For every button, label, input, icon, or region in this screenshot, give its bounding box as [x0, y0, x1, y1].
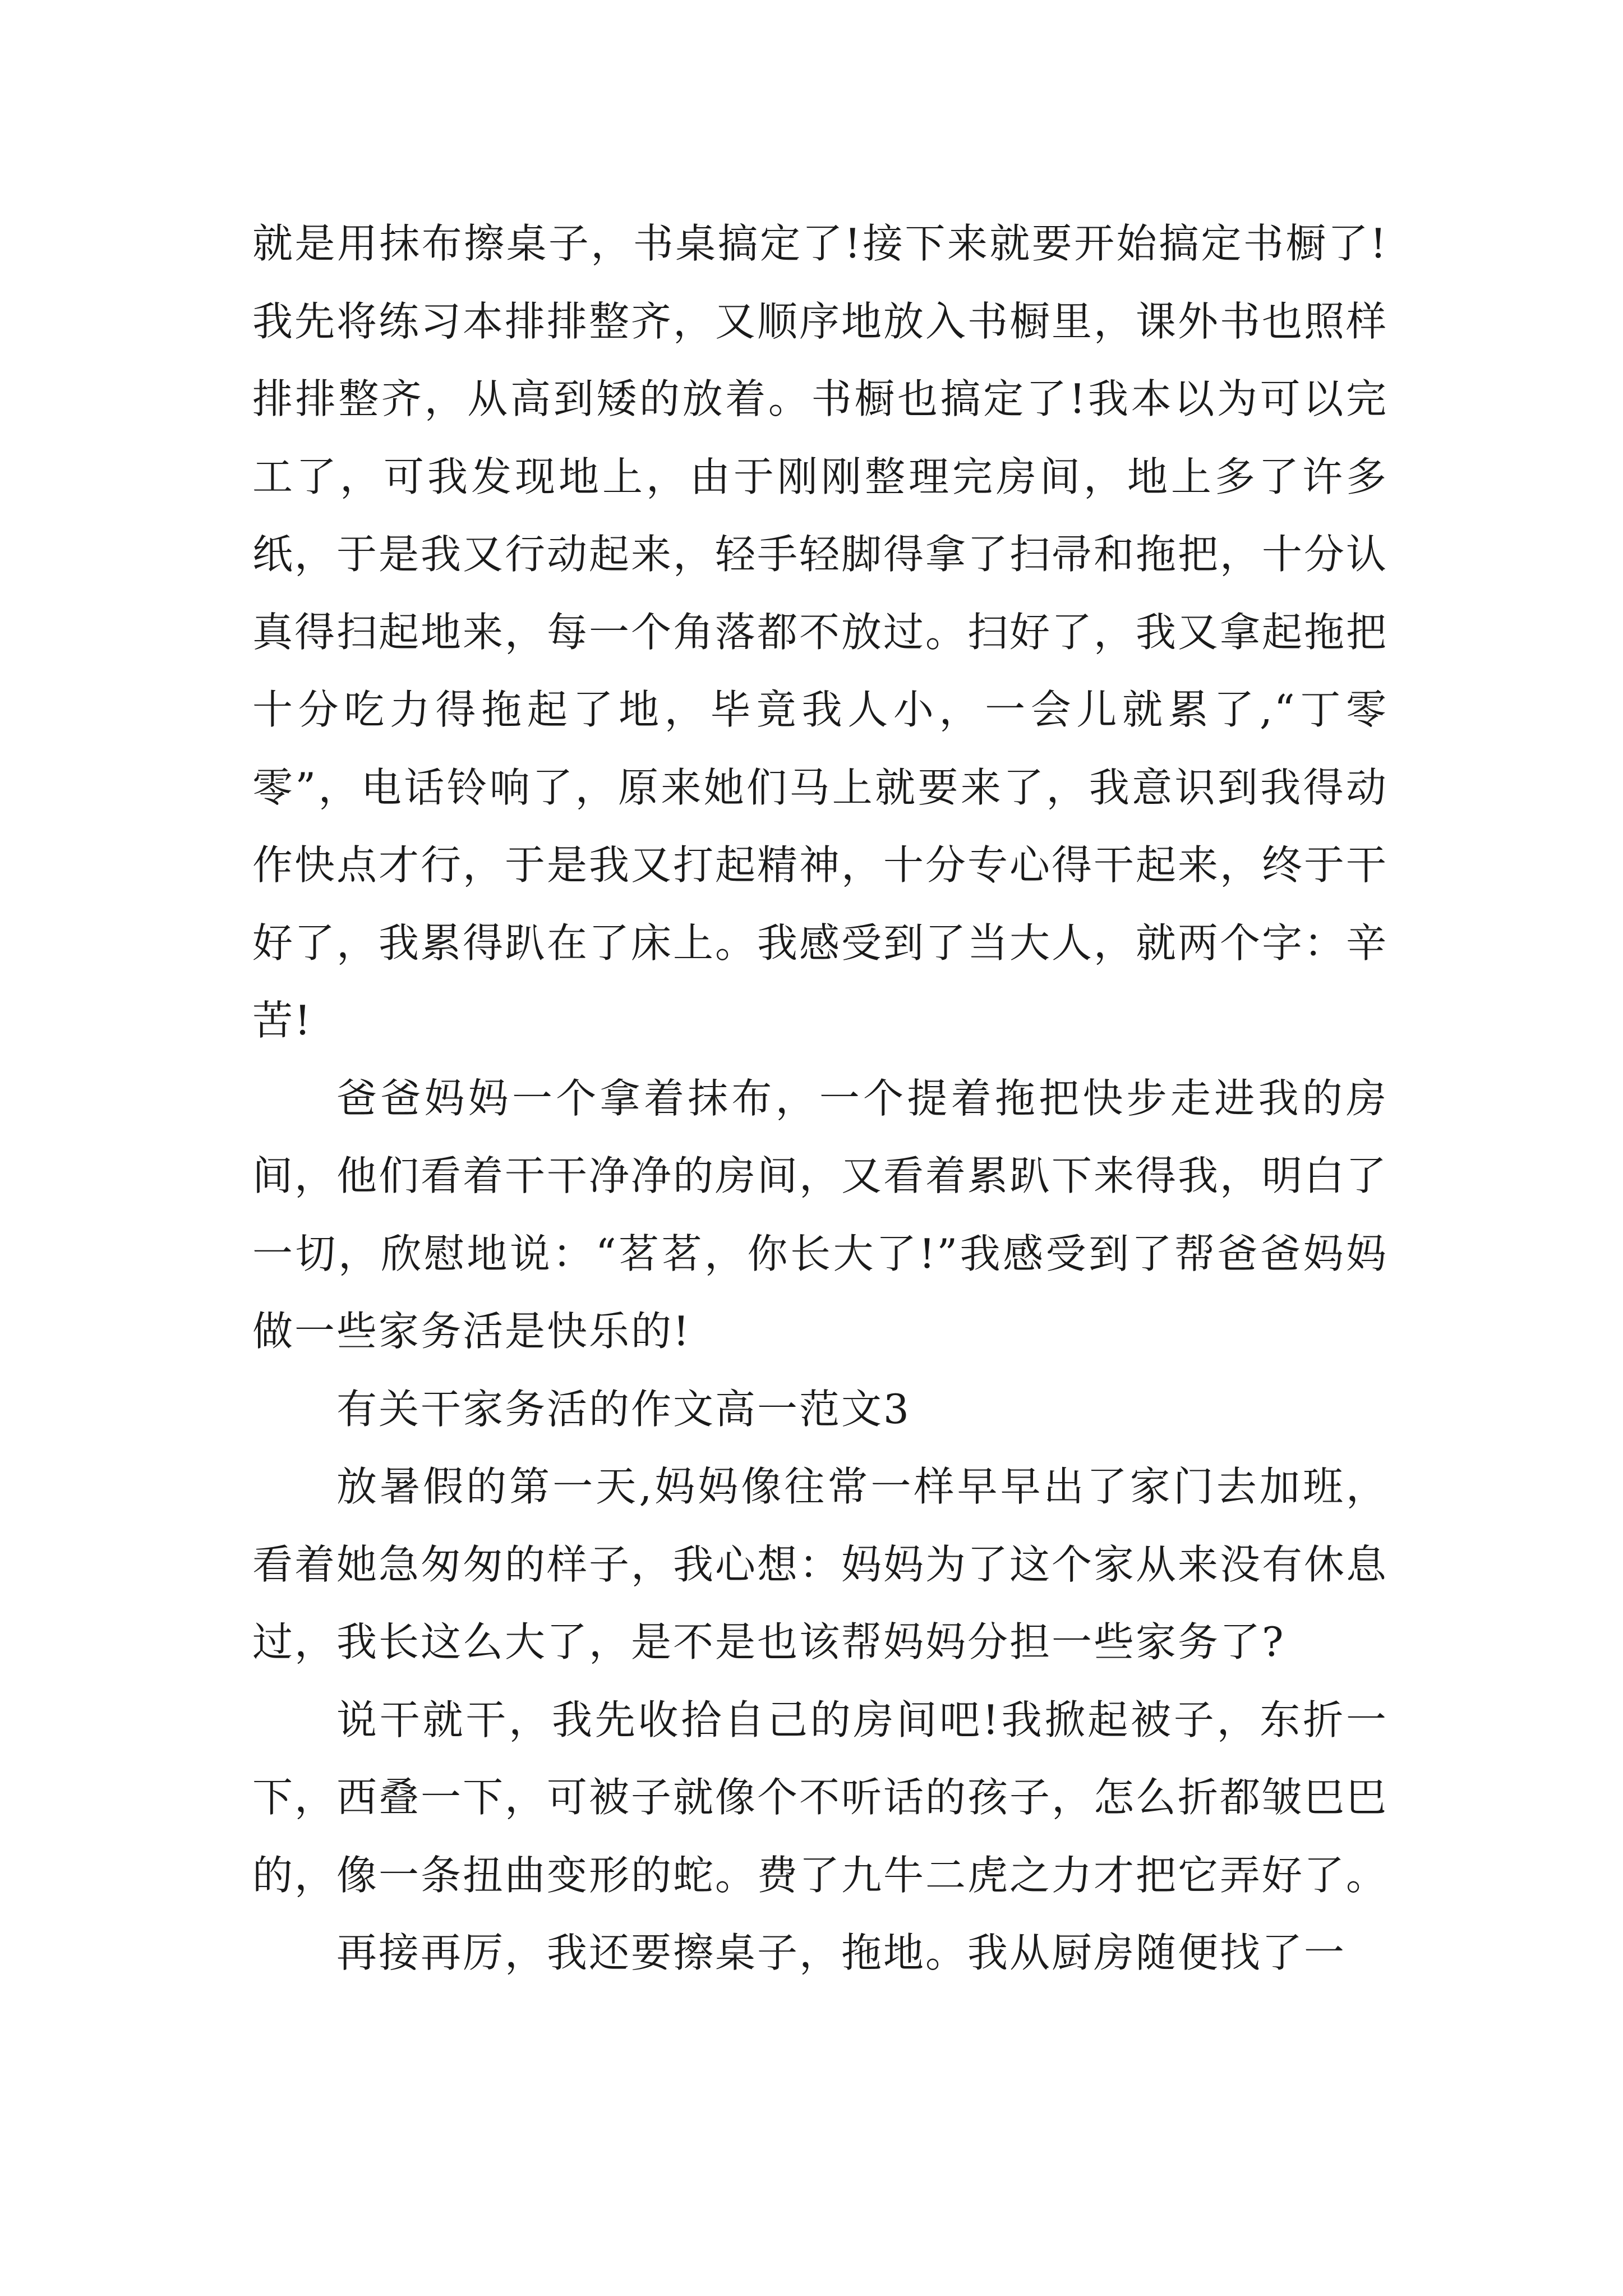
paragraph-continuation: 就是用抹布擦桌子，书桌搞定了!接下来就要开始搞定书橱了!我先将练习本排排整齐，又顺序地放入书橱里，课外书也照样排排整齐，从高到矮的放着。书橱也搞定了!我本以为可以完工了，可我发现地上，由于刚刚整理完房间，地上多了许多纸，于是我又行动起来，轻手轻脚得拿了扫帚和拖把，十分认真得扫起地来，每一个角落都不放过。扫好了，我又拿起拖把十分吃力得拖起了地，毕竟我人小，一会儿就累了,“丁零零”，电话铃响了，原来她们马上就要来了，我意识到我得动作快点才行，于是我又打起精神，十分专心得干起来，终于干好了，我累得趴在了床上。我感受到了当大人，就两个字：辛苦!: [252, 220, 1389, 1044]
paragraph-wipe-table: 再接再厉，我还要擦桌子，拖地。我从厨房随便找了一: [336, 1929, 1347, 1976]
essay-heading: 有关干家务活的作文高一范文3: [336, 1385, 911, 1433]
essay-body: [252, 205, 1388, 1992]
paragraph-summer-vacation: 放暑假的第一天,妈妈像往常一样早早出了家门去加班，看着她急匆匆的样子，我心想：妈妈为了这个家从来没有休息过，我长这么大了，是不是也该帮妈妈分担一些家务了?: [252, 1463, 1389, 1665]
paragraph-fold-quilt: 说干就干，我先收拾自己的房间吧!我掀起被子，东折一下，西叠一下，可被子就像个不听话的孩子，怎么折都皱巴巴的，像一条扭曲变形的蛇。费了九牛二虎之力才把它弄好了。: [252, 1696, 1389, 1899]
paragraph-parents-return: 爸爸妈妈一个拿着抹布，一个提着拖把快步走进我的房间，他们看着干干净净的房间，又看着累趴下来得我，明白了一切，欣慰地说：“茗茗，你长大了!”我感受到了帮爸爸妈妈做一些家务活是快乐的!: [252, 1074, 1389, 1355]
